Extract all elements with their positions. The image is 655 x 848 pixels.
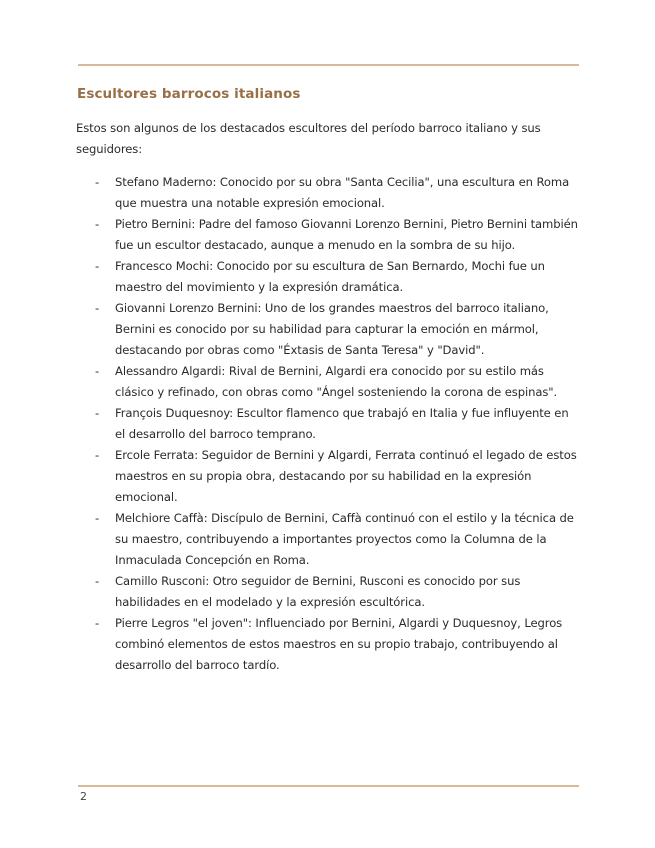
list-item-text: Alessandro Algardi: Rival de Bernini, Algardi era conocido por su estilo más clásico y refinado, con obras como "Ángel sosteniendo la corona de espinas". (115, 364, 558, 399)
intro-paragraph: Estos son algunos de los destacados escultores del período barroco italiano y sus seguidores: (76, 121, 541, 156)
list-item-text: Ercole Ferrata: Seguidor de Bernini y Algardi, Ferrata continuó el legado de estos maestros en su propia obra, destacando por su habilidad en la expresión emocional. (115, 448, 577, 504)
bullet-dash: - (95, 364, 100, 378)
list-item (0, 445, 580, 508)
bullet-dash: - (95, 616, 100, 630)
list-item-text: Stefano Maderno: Conocido por su obra "Santa Cecilia", una escultura en Roma que muestra una notable expresión emocional. (115, 175, 570, 210)
bullet-dash: - (95, 217, 100, 231)
list-item (0, 508, 580, 571)
list-item (0, 571, 580, 613)
list-item-text: François Duquesnoy: Escultor flamenco que trabajó en Italia y fue influyente en el desarrollo del barroco temprano. (115, 406, 569, 441)
list-item (0, 172, 580, 214)
list-item (0, 214, 580, 256)
list-item (0, 613, 580, 676)
footer-rule (78, 785, 579, 787)
list-item-text: Melchiore Caffà: Discípulo de Bernini, Caffà continuó con el estilo y la técnica de su maestro, contribuyendo a importantes proyectos como la Columna de la Inmaculada Concepción en Roma. (115, 511, 574, 567)
list-item-text: Camillo Rusconi: Otro seguidor de Bernini, Rusconi es conocido por sus habilidades en el modelado y la expresión escultórica. (115, 574, 521, 609)
bullet-dash: - (95, 574, 100, 588)
bullet-dash: - (95, 259, 100, 273)
page-number: 2 (80, 790, 87, 803)
list-item (0, 298, 580, 361)
list-item (0, 256, 580, 298)
list-item (0, 403, 580, 445)
header-rule (78, 64, 579, 66)
bullet-dash: - (95, 511, 100, 525)
list-item-text: Pietro Bernini: Padre del famoso Giovanni Lorenzo Bernini, Pietro Bernini también fue un escultor destacado, aunque a menudo en la sombra de su hijo. (115, 217, 578, 252)
section-heading: Escultores barrocos italianos (77, 86, 301, 102)
sculptor-list (0, 172, 580, 676)
bullet-dash: - (95, 448, 100, 462)
bullet-dash: - (95, 301, 100, 315)
list-item-text: Giovanni Lorenzo Bernini: Uno de los grandes maestros del barroco italiano, Bernini es conocido por su habilidad para capturar la emoción en mármol, destacando por obras como "Éxtasis de Santa Teresa" y "David". (115, 301, 549, 357)
bullet-dash: - (95, 406, 100, 420)
bullet-dash: - (95, 175, 100, 189)
list-item-text: Pierre Legros "el joven": Influenciado por Bernini, Algardi y Duquesnoy, Legros combinó elementos de estos maestros en su propio trabajo, contribuyendo al desarrollo del barroco tardío. (115, 616, 563, 672)
list-item (0, 361, 580, 403)
list-item-text: Francesco Mochi: Conocido por su escultura de San Bernardo, Mochi fue un maestro del movimiento y la expresión dramática. (115, 259, 545, 294)
